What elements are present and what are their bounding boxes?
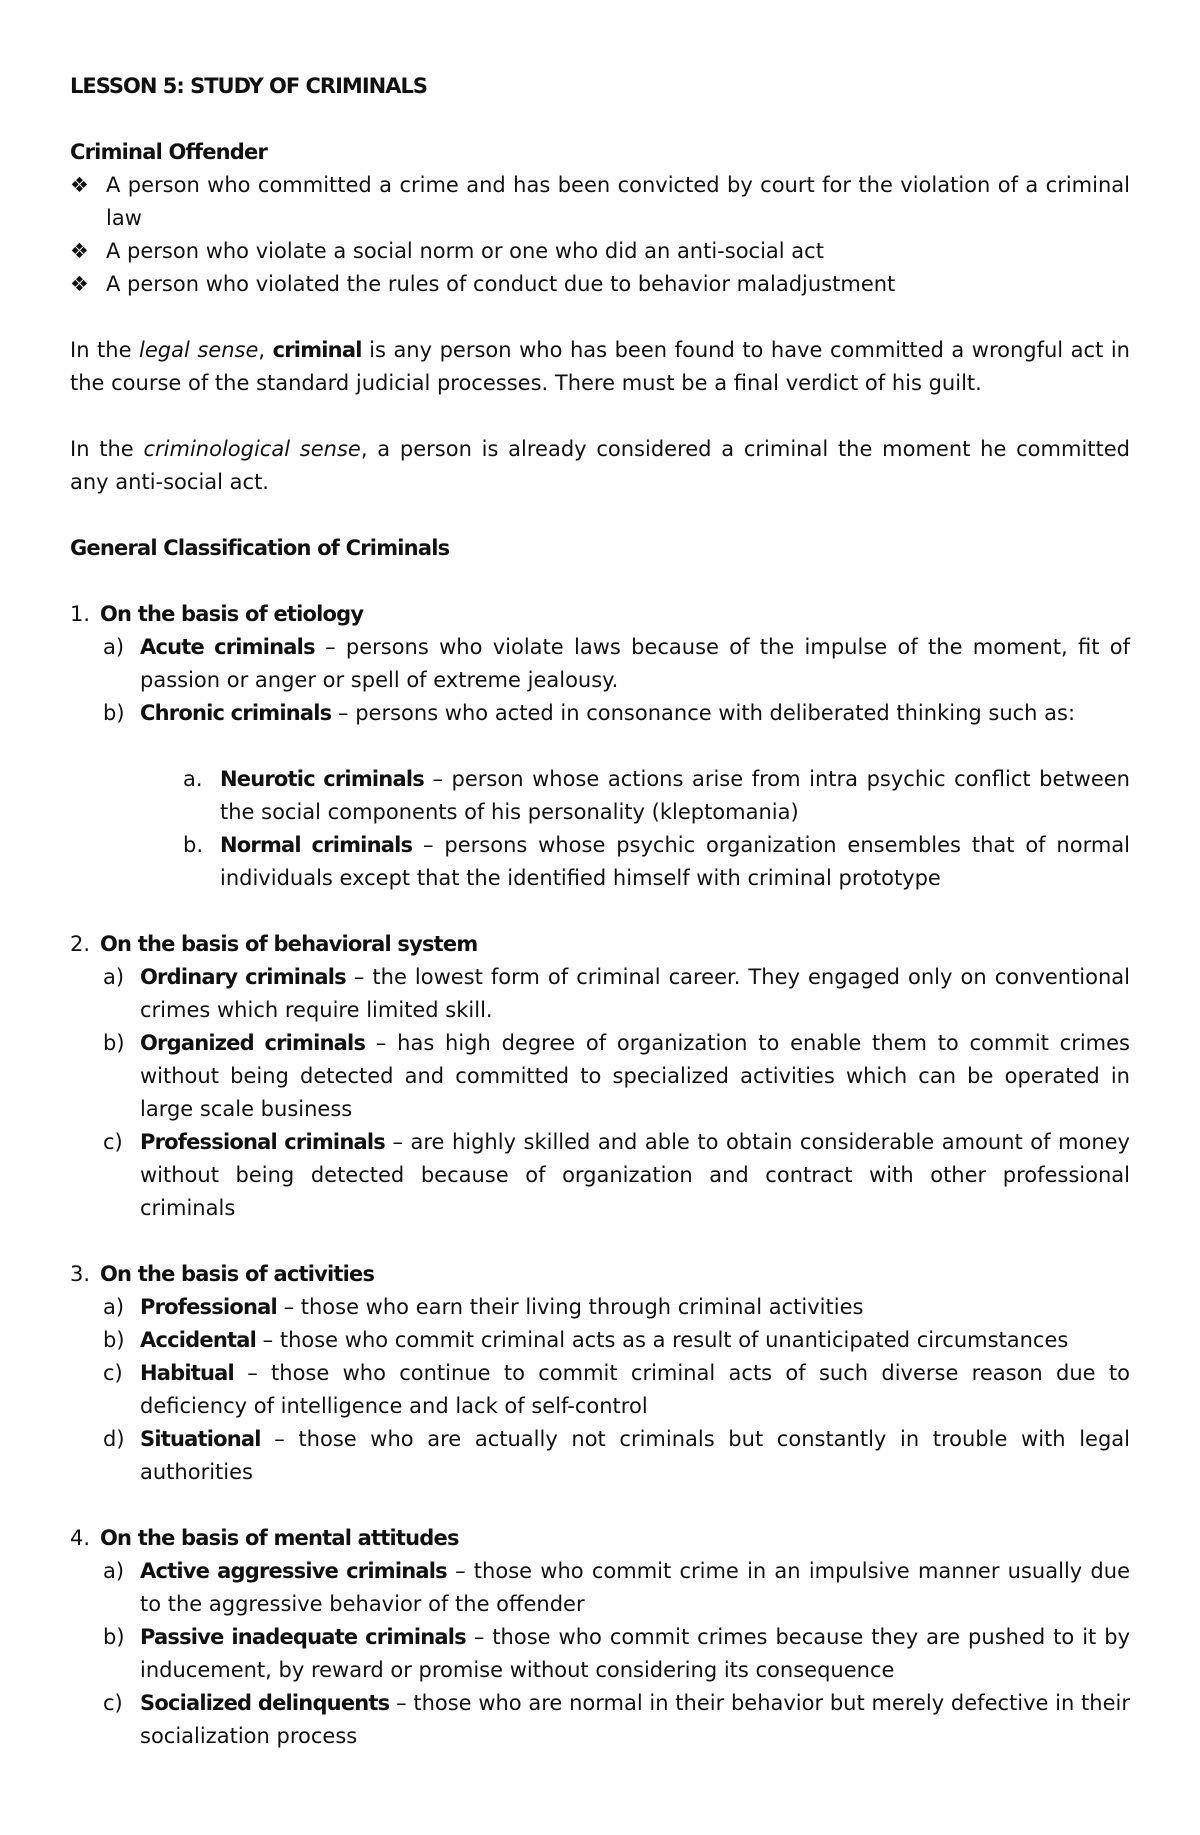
- section-heading: 2. On the basis of behavioral system: [70, 932, 478, 956]
- diamond-bullet-icon: ❖: [70, 173, 89, 197]
- spacer: [70, 400, 1130, 433]
- classification-section: [70, 598, 1130, 895]
- classification-heading: General Classification of Criminals: [70, 536, 450, 560]
- list-item: a) Ordinary criminals – the lowest form of criminal career. They engaged only on conventional crimes which require limited skill.: [103, 965, 1130, 1022]
- spacer: [70, 499, 1130, 532]
- list-item: d) Situational – those who are actually not criminals but constantly in trouble with legal authorities: [103, 1427, 1130, 1484]
- list-item: a) Acute criminals – persons who violate laws because of the impulse of the moment, fit of passion or anger or spell of extreme jealousy.: [103, 635, 1130, 692]
- classification-section: [70, 1522, 1130, 1753]
- bullet-item: ❖ A person who violate a social norm or one who did an anti-social act: [70, 235, 1130, 268]
- diamond-bullet-icon: ❖: [70, 272, 89, 296]
- document-page: [70, 70, 1130, 1753]
- diamond-bullet-icon: ❖: [70, 239, 89, 263]
- list-item: a) Professional – those who earn their living through criminal activities: [103, 1295, 864, 1319]
- spacer: [70, 895, 1130, 928]
- offender-heading: Criminal Offender: [70, 140, 268, 164]
- classification-section: [70, 1258, 1130, 1489]
- list-item: b) Chronic criminals – persons who acted in consonance with deliberated thinking such as:: [103, 701, 1076, 725]
- legal-sense-paragraph: In the legal sense, criminal is any person who has been found to have committed a wrongful act in the course of the standard judicial processes. There must be a final verdict of his guilt.: [70, 338, 1130, 395]
- classification-section: [70, 928, 1130, 1225]
- lesson-title: LESSON 5: STUDY OF CRIMINALS: [70, 74, 427, 98]
- spacer: [70, 1225, 1130, 1258]
- section-heading: 4. On the basis of mental attitudes: [70, 1526, 459, 1550]
- list-item: c) Socialized delinquents – those who are normal in their behavior but merely defective in their socialization process: [103, 1691, 1130, 1748]
- spacer: [70, 301, 1130, 334]
- spacer: [70, 730, 1130, 763]
- offender-bullet-list: [70, 169, 1130, 301]
- list-subitem: b. Normal criminals – persons whose psychic organization ensembles that of normal individuals except that the identified himself with criminal prototype: [183, 833, 1130, 890]
- list-item: b) Passive inadequate criminals – those who commit crimes because they are pushed to it by inducement, by reward or promise without considering its consequence: [103, 1625, 1131, 1682]
- section-heading: 1. On the basis of etiology: [70, 602, 364, 626]
- criminological-sense-paragraph: In the criminological sense, a person is already considered a criminal the moment he committed any anti-social act.: [70, 437, 1130, 494]
- list-item: b) Organized criminals – has high degree of organization to enable them to commit crimes without being detected and committed to specialized activities which can be operated in large scale business: [103, 1031, 1130, 1121]
- list-subitem: a. Neurotic criminals – person whose actions arise from intra psychic conflict between the social components of his personality (kleptomania): [183, 767, 1130, 824]
- list-item: c) Professional criminals – are highly skilled and able to obtain considerable amount of money without being detected because of organization and contract with other professional criminals: [103, 1130, 1130, 1220]
- spacer: [70, 103, 1130, 136]
- list-item: b) Accidental – those who commit criminal acts as a result of unanticipated circumstances: [103, 1328, 1069, 1352]
- list-item: c) Habitual – those who continue to commit criminal acts of such diverse reason due to deficiency of intelligence and lack of self-control: [103, 1361, 1130, 1418]
- spacer: [70, 565, 1130, 598]
- list-item: a) Active aggressive criminals – those who commit crime in an impulsive manner usually due to the aggressive behavior of the offender: [103, 1559, 1130, 1616]
- bullet-item: ❖ A person who committed a crime and has been convicted by court for the violation of a criminal law: [70, 169, 1130, 235]
- section-heading: 3. On the basis of activities: [70, 1262, 375, 1286]
- bullet-item: ❖ A person who violated the rules of conduct due to behavior maladjustment: [70, 268, 1130, 301]
- spacer: [70, 1489, 1130, 1522]
